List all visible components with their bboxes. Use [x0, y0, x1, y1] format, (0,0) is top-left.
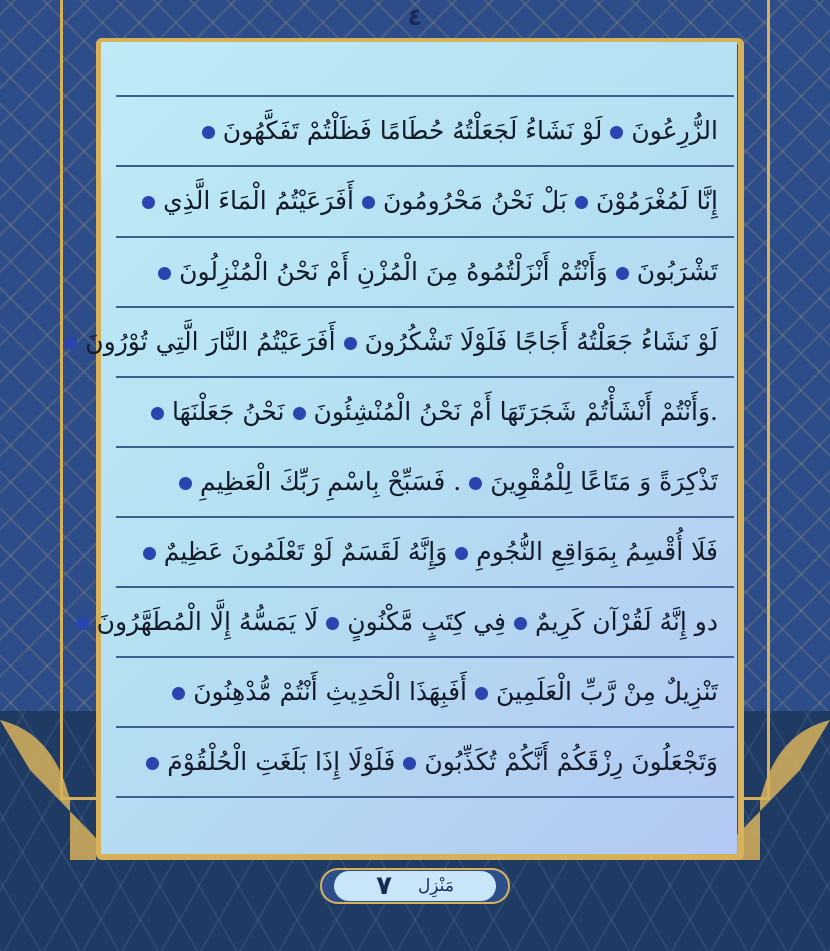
verse-end-marker-icon	[475, 687, 488, 700]
verse-line	[104, 175, 718, 227]
verse-text: دو إِنَّهُ لَقُرْآن كَرِيمٌ	[534, 607, 718, 636]
verse-text: نَحْنُ جَعَلْنَهَا	[171, 397, 285, 426]
verse-end-marker-icon	[293, 407, 306, 420]
ruled-line	[116, 165, 734, 167]
verse-end-marker-icon	[514, 617, 527, 630]
ruled-line	[116, 796, 734, 798]
ruled-line	[116, 586, 734, 588]
verse-end-marker-icon	[146, 757, 159, 770]
ruled-line	[116, 516, 734, 518]
verse-end-marker-icon	[142, 196, 155, 209]
verse-line	[96, 596, 718, 648]
verse-line	[104, 246, 718, 298]
verse-end-marker-icon	[610, 126, 623, 139]
verse-line	[85, 316, 718, 368]
verse-end-marker-icon	[172, 687, 185, 700]
verse-end-marker-icon	[403, 757, 416, 770]
manzil-indicator	[334, 871, 496, 901]
verse-end-marker-icon	[344, 337, 357, 350]
verse-end-marker-icon	[76, 617, 89, 630]
verse-end-marker-icon	[575, 196, 588, 209]
verse-text: وَتَجْعَلُونَ رِزْقَكُمْ أَنَّكُمْ تُكَذِّبُونَ	[424, 747, 718, 776]
verse-text: تَذْكِرَةً وَ مَتَاعًا لِلْمُقْوِينَ	[490, 467, 718, 496]
verse-text: تَنْزِيلٌ مِنْ رَّبِّ الْعَلَمِينَ	[496, 677, 718, 706]
manzil-label: مَنْزِل	[417, 876, 454, 896]
verse-end-marker-icon	[616, 267, 629, 280]
verse-text: . فَسَبِّحْ بِاسْمِ رَبِّكَ الْعَظِيمِ	[199, 467, 462, 496]
verse-end-marker-icon	[151, 407, 164, 420]
verse-end-marker-icon	[179, 477, 192, 490]
ruled-line	[116, 306, 734, 308]
verse-end-marker-icon	[202, 126, 215, 139]
verse-line	[104, 666, 718, 718]
verse-text: إِنَّا لَمُغْرَمُوْنَ	[595, 186, 718, 215]
verse-line	[104, 526, 718, 578]
ruled-line	[116, 656, 734, 658]
verse-text: لَوْ نَشَاءُ جَعَلْتُهُ أَجَاجًا فَلَوْلَا تَشْكُرُونَ	[364, 327, 718, 356]
verse-text: وَإِنَّهُ لَقَسَمٌ لَوْ تَعْلَمُونَ عَظِيمٌ	[163, 537, 448, 566]
verse-text: أَفَبِهَذَا الْحَدِيثِ أَنْتُمْ مُّدْهِنُونَ	[193, 677, 467, 706]
ruled-line	[116, 446, 734, 448]
ruled-line	[116, 376, 734, 378]
verse-end-marker-icon	[64, 337, 77, 350]
verse-end-marker-icon	[158, 267, 171, 280]
verse-text: لَا يَمَسُّهُ إِلَّا الْمُطَهَّرُونَ	[96, 607, 319, 636]
verse-end-marker-icon	[143, 547, 156, 560]
verse-text: .وَأَنْتُمْ أَنْشَأْتُمْ شَجَرَتَهَا أَمْ نَحْنُ الْمُنْشِئُونَ	[313, 397, 718, 426]
ruled-line	[116, 95, 734, 97]
verse-line	[104, 105, 718, 157]
verse-text: تَشْرَبُونَ	[636, 257, 718, 286]
verse-text: فَلَوْلَا إِذَا بَلَغَتِ الْحُلْقُوْمَ	[167, 747, 396, 776]
verse-text: فِي كِتَبٍ مَّكْنُونٍ	[347, 607, 506, 636]
verse-text: بَلْ نَحْنُ مَحْرُومُونَ	[382, 186, 567, 215]
verse-end-marker-icon	[455, 547, 468, 560]
verse-text: الزُّرِعُونَ	[631, 116, 718, 145]
verse-end-marker-icon	[469, 477, 482, 490]
verse-text: فَلَا أُقْسِمُ بِمَوَاقِعِ النُّجُومِ	[476, 537, 718, 566]
verse-line	[104, 456, 718, 508]
page-panel	[101, 42, 737, 854]
verse-text: لَوْ نَشَاءُ لَجَعَلْتُهُ حُطَامًا فَظَلْتُمْ تَفَكَّهُونَ	[222, 116, 603, 145]
verse-text: أَفَرَعَيْتُمُ الْمَاءَ الَّذِي	[163, 186, 354, 215]
ruled-line	[116, 236, 734, 238]
verse-line	[104, 736, 718, 788]
manzil-number: ٧	[376, 871, 392, 901]
ruled-line	[116, 726, 734, 728]
verse-end-marker-icon	[362, 196, 375, 209]
verse-line	[104, 386, 718, 438]
verse-end-marker-icon	[326, 617, 339, 630]
verse-text: أَفَرَعَيْتُمُ النَّارَ الَّتِي تُوْرُونَ	[85, 327, 336, 356]
verse-text: وَأَنْتُمْ أَنْزَلْتُمُوهُ مِنَ الْمُزْنِ أَمْ نَحْنُ الْمُنْزِلُونَ	[179, 257, 608, 286]
page-number-top: ٤	[407, 3, 423, 31]
